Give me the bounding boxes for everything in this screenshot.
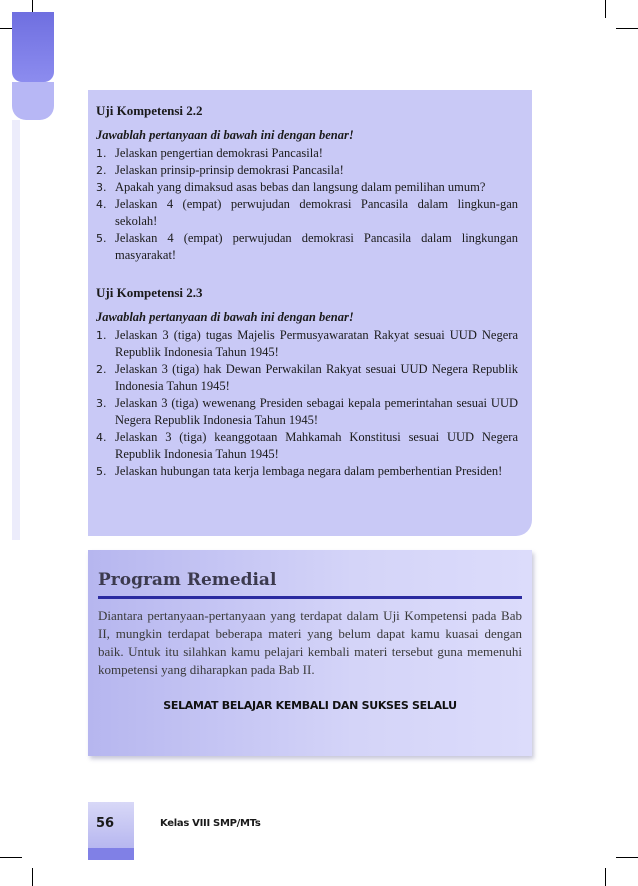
list-item — [96, 463, 518, 480]
question-number: 1. — [96, 329, 107, 342]
crop-mark — [605, 0, 606, 18]
question-number: 4. — [96, 198, 107, 211]
remedial-closing: SELAMAT BELAJAR KEMBALI DAN SUKSES SELALU — [163, 699, 457, 712]
page-tab-accent — [88, 848, 134, 860]
question-list-2-2 — [96, 145, 518, 264]
spacer — [96, 264, 518, 278]
question-text: Apakah yang dimaksud asas bebas dan langsung dalam pemilihan umum? — [115, 180, 486, 194]
side-tab-decoration — [12, 82, 54, 120]
exercise-box — [88, 90, 532, 536]
question-text: Jelaskan 3 (tiga) tugas Majelis Permusyawaratan Rakyat sesuai UUD Negera Republik Indonesia Tahun 1945! — [115, 328, 518, 359]
list-item — [96, 395, 518, 429]
list-item — [96, 230, 518, 264]
side-stripe-decoration — [12, 120, 20, 540]
question-number: 2. — [96, 363, 107, 376]
section-heading-2-2: Uji Kompetensi 2.2 — [96, 103, 203, 118]
crop-mark — [616, 857, 638, 858]
question-text: Jelaskan 4 (empat) perwujudan demokrasi Pancasila dalam lingkun-gan sekolah! — [115, 197, 518, 228]
remedial-box — [88, 550, 532, 756]
list-item — [96, 162, 518, 179]
list-item — [96, 145, 518, 162]
list-item — [96, 361, 518, 395]
list-item — [96, 196, 518, 230]
remedial-title: Program Remedial — [98, 570, 277, 590]
question-text: Jelaskan 3 (tiga) wewenang Presiden sebagai kepala pemerintahan sesuai UUD Negera Republik Indonesia Tahun 1945! — [115, 396, 518, 427]
list-item — [96, 429, 518, 463]
question-number: 2. — [96, 164, 107, 177]
footer-book-title: Kelas VIII SMP/MTs — [160, 818, 261, 829]
question-text: Jelaskan prinsip-prinsip demokrasi Pancasila! — [115, 163, 344, 177]
side-tab-decoration — [12, 12, 54, 82]
question-number: 5. — [96, 232, 107, 245]
title-underline — [98, 596, 522, 599]
section-instruction: Jawablah pertanyaan di bawah ini dengan benar! — [96, 310, 354, 324]
section-heading-2-3: Uji Kompetensi 2.3 — [96, 285, 203, 300]
question-number: 1. — [96, 147, 107, 160]
crop-mark — [605, 868, 606, 886]
question-number: 3. — [96, 181, 107, 194]
question-number: 3. — [96, 397, 107, 410]
remedial-body: Diantara pertanyaan-pertanyaan yang terdapat dalam Uji Kompetensi pada Bab II, mungkin terdapat beberapa materi yang belum dapat kamu kuasai dengan baik. Untuk itu silahkan kamu pelajari kembali materi tersebut guna memenuhi kompetensi yang diharapkan pada Bab II. — [98, 608, 522, 677]
section-instruction: Jawablah pertanyaan di bawah ini dengan benar! — [96, 128, 354, 142]
page-number: 56 — [96, 816, 115, 831]
question-text: Jelaskan 3 (tiga) hak Dewan Perwakilan Rakyat sesuai UUD Negera Republik Indonesia Tahun 1945! — [115, 362, 518, 393]
question-text: Jelaskan hubungan tata kerja lembaga negara dalam pemberhentian Presiden! — [115, 464, 503, 478]
list-item — [96, 327, 518, 361]
crop-mark — [0, 857, 22, 858]
question-text: Jelaskan pengertian demokrasi Pancasila! — [115, 146, 323, 160]
question-text: Jelaskan 3 (tiga) keanggotaan Mahkamah Konstitusi sesuai UUD Negera Republik Indonesia Tahun 1945! — [115, 430, 518, 461]
question-number: 4. — [96, 431, 107, 444]
question-number: 5. — [96, 465, 107, 478]
crop-mark — [32, 868, 33, 886]
question-text: Jelaskan 4 (empat) perwujudan demokrasi Pancasila dalam lingkungan masyarakat! — [115, 231, 518, 262]
question-list-2-3 — [96, 327, 518, 480]
crop-mark — [616, 28, 638, 29]
list-item — [96, 179, 518, 196]
